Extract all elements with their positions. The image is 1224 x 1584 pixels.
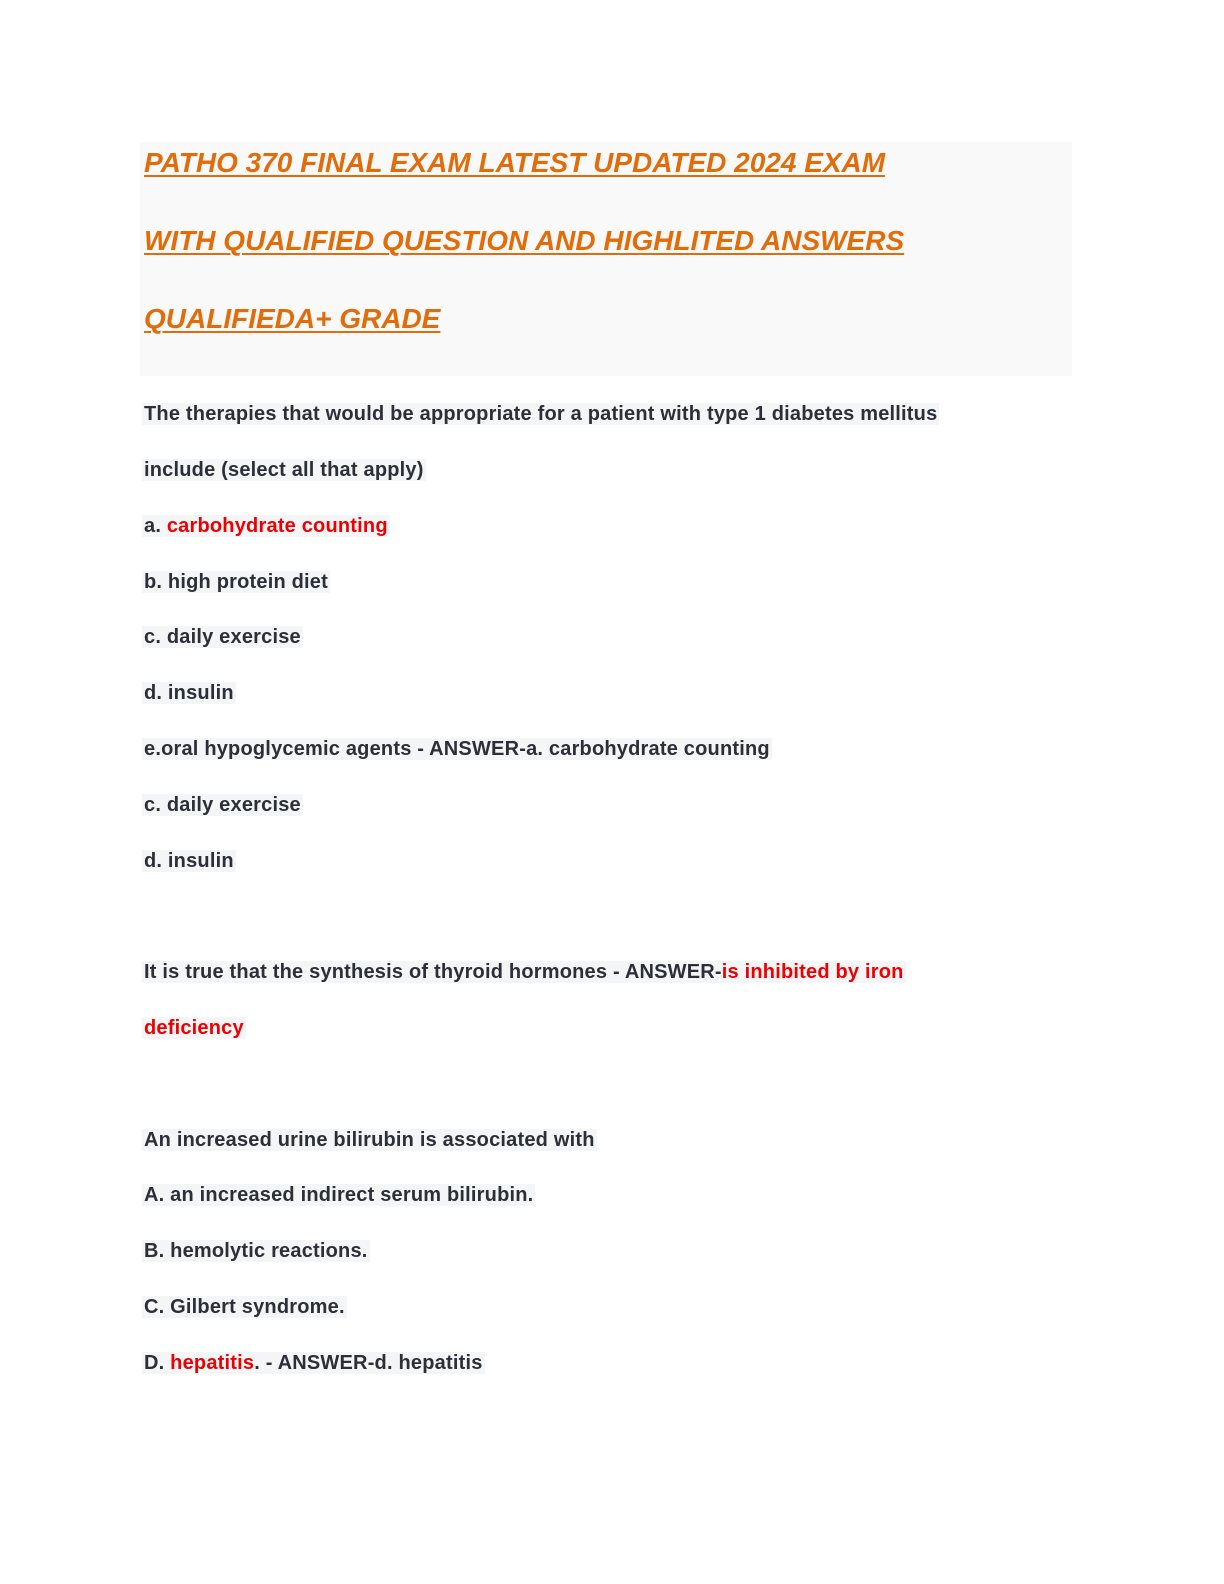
q3-stem [142,1126,597,1154]
q3-option-b-text: B. hemolytic reactions. [144,1240,368,1262]
q2-highlighted-answer-part-1: is inhibited by iron [721,961,904,983]
q1-option-c-text: c. daily exercise [144,626,301,648]
q3-option-b [142,1237,370,1265]
q3-option-c-text: C. Gilbert syndrome. [144,1296,345,1318]
q2-highlighted-answer-part-2: deficiency [144,1017,244,1039]
q1-answer-d [142,847,236,875]
q3-option-d-and-answer [142,1349,485,1377]
q1-option-a-prefix: a. [144,515,167,537]
q3-highlighted-answer: hepatitis [170,1352,255,1374]
q1-stem-line-2-text: include (select all that apply) [144,459,424,481]
q1-option-d [142,679,236,707]
q1-stem-line-1-text: The therapies that would be appropriate for a patient with type 1 diabetes mellitus [144,403,938,425]
document-title-line-2: WITH QUALIFIED QUESTION AND HIGHLITED ANSWERS [144,225,905,256]
q1-answer-c [142,791,303,819]
q3-answer-suffix: . - ANSWER-d. hepatitis [254,1352,483,1374]
q1-stem-line-1 [142,400,939,428]
q1-option-e-text: e.oral hypoglycemic agents - ANSWER-a. carbohydrate counting [144,738,770,760]
q3-option-c [142,1293,347,1321]
q1-option-a [142,512,390,540]
q3-option-a [142,1181,535,1209]
q3-option-a-text: A. an increased indirect serum bilirubin. [144,1184,534,1206]
q1-option-a-highlighted-answer: carbohydrate counting [166,515,388,537]
q2-answer-continuation [142,1014,246,1042]
q3-stem-text: An increased urine bilirubin is associated with [144,1129,595,1151]
q1-answer-c-text: c. daily exercise [144,794,301,816]
q1-option-b [142,568,330,596]
q1-option-d-text: d. insulin [144,682,234,704]
q1-stem-line-2 [142,456,426,484]
q1-option-c [142,623,303,651]
q2-stem-text: It is true that the synthesis of thyroid hormones - ANSWER- [144,961,722,983]
q2-stem [142,958,906,986]
q1-option-e-and-answer [142,735,772,763]
q1-answer-d-text: d. insulin [144,850,234,872]
q1-option-b-text: b. high protein diet [144,571,328,593]
document-title-line-3: QUALIFIEDA+ GRADE [144,303,441,334]
document-title-line-1: PATHO 370 FINAL EXAM LATEST UPDATED 2024 EXAM [144,147,886,178]
q3-option-d-prefix: D. [144,1352,171,1374]
